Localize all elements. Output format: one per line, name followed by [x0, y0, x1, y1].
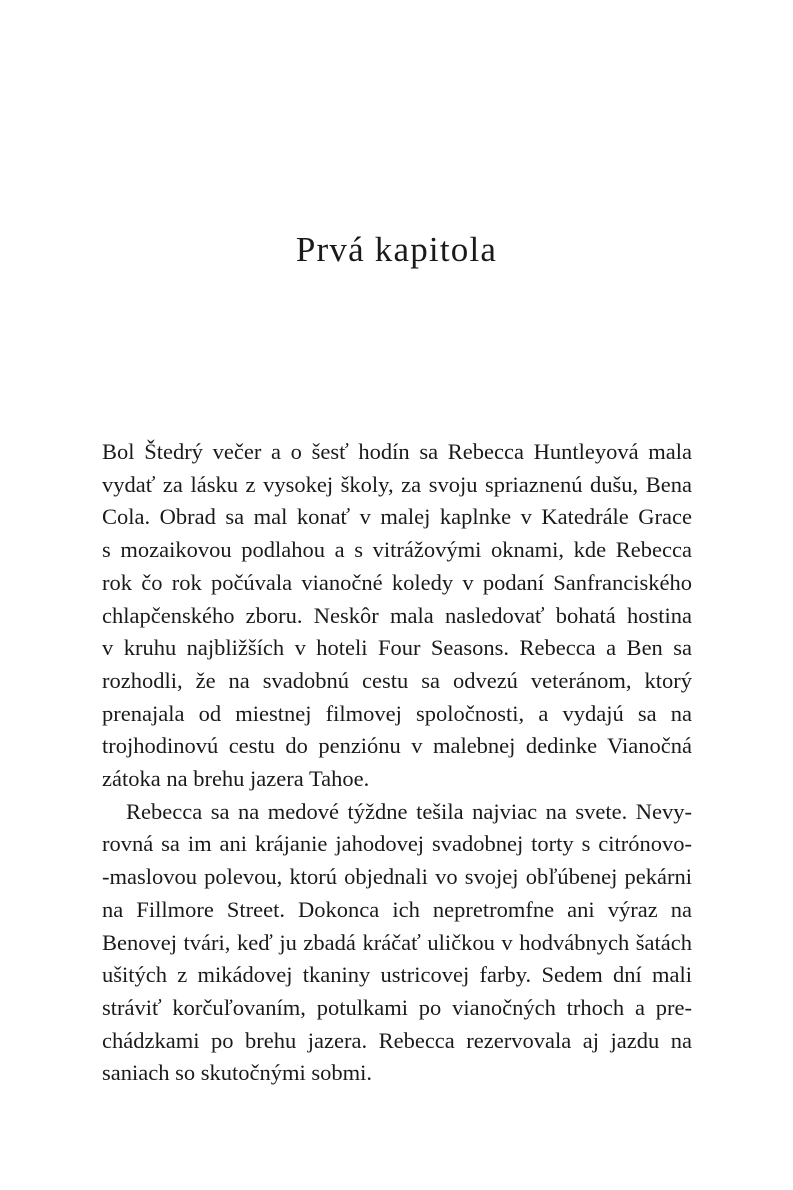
text-line: chlapčenského zboru. Neskôr mala nasledovať bohatá hostina	[102, 602, 692, 628]
paragraph-2	[102, 796, 692, 1090]
text-line: rovná sa im ani krájanie jahodovej svadobnej torty s citrónovo-	[102, 831, 692, 857]
text-line: v kruhu najbližších v hoteli Four Seasons. Rebecca a Ben sa	[102, 635, 692, 661]
text-line: trojhodinovú cestu do penziónu v malebnej dedinke Vianočná	[102, 733, 692, 759]
text-line: chádzkami po brehu jazera. Rebecca rezervovala aj jazdu na	[102, 1027, 692, 1053]
text-line: zátoka na brehu jazera Tahoe.	[102, 766, 370, 792]
text-line: ušitých z mikádovej tkaniny ustricovej farby. Sedem dní mali	[102, 962, 692, 988]
chapter-body	[102, 436, 692, 1090]
text-line: prenajala od miestnej filmovej spoločnosti, a vydajú sa na	[102, 700, 692, 726]
text-line: rok čo rok počúvala vianočné koledy v podaní Sanfranciského	[102, 569, 692, 595]
text-line: s mozaikovou podlahou a s vitrážovými oknami, kde Rebecca	[102, 537, 692, 563]
text-line: na Fillmore Street. Dokonca ich nepretromfne ani výraz na	[102, 896, 692, 922]
text-line: rozhodli, že na svadobnú cestu sa odvezú veteránom, ktorý	[102, 667, 692, 693]
text-line: Benovej tvári, keď ju zbadá kráčať uličkou v hodvábnych šatách	[102, 929, 692, 955]
text-line: Cola. Obrad sa mal konať v malej kaplnke v Katedrále Grace	[102, 504, 692, 530]
text-line: -maslovou polevou, ktorú objednali vo svojej obľúbenej pekárni	[102, 864, 692, 890]
text-line: Rebecca sa na medové týždne tešila najviac na svete. Nevy-	[126, 798, 692, 824]
chapter-title: Prvá kapitola	[295, 230, 498, 269]
text-line: Bol Štedrý večer a o šesť hodín sa Rebecca Huntleyová mala	[102, 439, 692, 464]
text-line: stráviť korčuľovaním, potulkami po vianočných trhoch a pre-	[102, 994, 692, 1020]
text-line: vydať za lásku z vysokej školy, za svoju spriaznenú dušu, Bena	[102, 471, 692, 497]
text-line: saniach so skutočnými sobmi.	[102, 1060, 372, 1086]
paragraph-1	[102, 436, 692, 796]
